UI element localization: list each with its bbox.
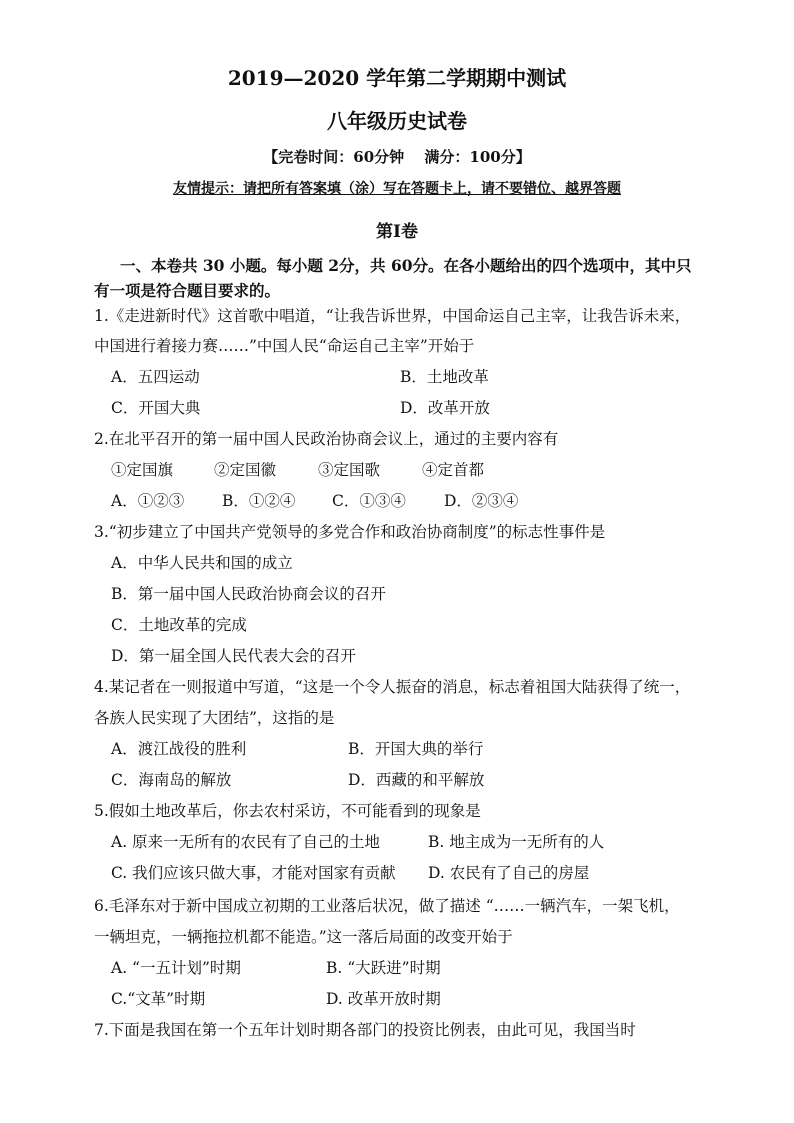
question-3-stem-1: 3.“初步建立了中国共产党领导的多党合作和政治协商制度”的标志性事件是 [94,523,606,541]
section-title: 第Ⅰ卷 [376,222,418,242]
exam-meta: 【完卷时间：60分钟 满分：100分】 [263,148,531,166]
question-1-stem-2: 中国进行着接力赛……”中国人民“命运自己主宰”开始于 [94,337,475,355]
question-2-item-2: ②定国徽 [214,461,277,479]
question-6-option-c: C.“文革”时期 [111,990,206,1008]
question-6-option-b: B. “大跃进”时期 [326,959,441,977]
question-6-option-a: A. “一五计划”时期 [111,959,241,977]
question-2-stem-1: 2.在北平召开的第一届中国人民政治协商会议上，通过的主要内容有 [94,430,559,448]
question-2-option-c: C．①③④ [332,492,406,510]
question-4-option-b: B．开国大典的举行 [348,740,484,758]
section-instruction-2: 有一项是符合题目要求的。 [94,281,281,300]
question-4-option-c: C．海南岛的解放 [111,771,232,789]
question-5-option-b: B. 地主成为一无所有的人 [428,833,605,851]
question-6-stem-1: 6.毛泽东对于新中国成立初期的工业落后状况，做了描述 “……一辆汽车，一架飞机， [94,897,680,915]
question-6-stem-2: 一辆坦克，一辆拖拉机都不能造。”这一落后局面的改变开始于 [94,928,513,946]
question-1-option-c: C．开国大典 [111,399,201,417]
question-5-option-a: A. 原来一无所有的农民有了自己的土地 [111,833,381,851]
question-1-option-d: D．改革开放 [400,399,490,417]
question-5-option-c: C. 我们应该只做大事，才能对国家有贡献 [111,864,396,882]
question-1-stem-1: 1.《走进新时代》这首歌中唱道，“让我告诉世界，中国命运自己主宰，让我告诉未来， [94,307,691,325]
question-3-option-a: A．中华人民共和国的成立 [111,554,293,572]
exam-title: 2019—2020 学年第二学期期中测试 [227,66,567,90]
question-2-option-a: A．①②③ [111,492,185,510]
question-3-option-b: B．第一届中国人民政治协商会议的召开 [111,585,386,603]
section-instruction-1: 一、本卷共 30 小题。每小题 2分，共 60分。在各小题给出的四个选项中，其中只 [120,256,692,275]
question-4-stem-2: 各族人民实现了大团结”，这指的是 [94,709,335,727]
question-6-option-d: D. 改革开放时期 [326,990,441,1008]
question-2-option-d: D．②③④ [444,492,519,510]
question-7-stem-1: 7.下面是我国在第一个五年计划时期各部门的投资比例表，由此可见，我国当时 [94,1021,636,1039]
question-5-option-d: D. 农民有了自己的房屋 [428,864,590,882]
question-4-option-a: A．渡江战役的胜利 [111,740,247,758]
question-4-stem-1: 4.某记者在一则报道中写道，“这是一个令人振奋的消息，标志着祖国大陆获得了统一， [94,678,691,696]
question-3-option-c: C．土地改革的完成 [111,616,247,634]
exam-tip: 友情提示：请把所有答案填（涂）写在答题卡上，请不要错位、越界答题 [173,181,621,197]
question-2-item-4: ④定首都 [422,461,485,479]
question-4-option-d: D．西藏的和平解放 [348,771,485,789]
question-1-option-a: A．五四运动 [111,368,200,386]
question-2-item-3: ③定国歌 [318,461,381,479]
question-2-item-1: ①定国旗 [111,461,174,479]
question-1-option-b: B．土地改革 [400,368,489,386]
question-3-option-d: D．第一届全国人民代表大会的召开 [111,647,356,665]
question-5-stem-1: 5.假如土地改革后，你去农村采访，不可能看到的现象是 [94,802,481,820]
question-2-option-b: B．①②④ [222,492,296,510]
exam-subtitle: 八年级历史试卷 [327,109,467,133]
